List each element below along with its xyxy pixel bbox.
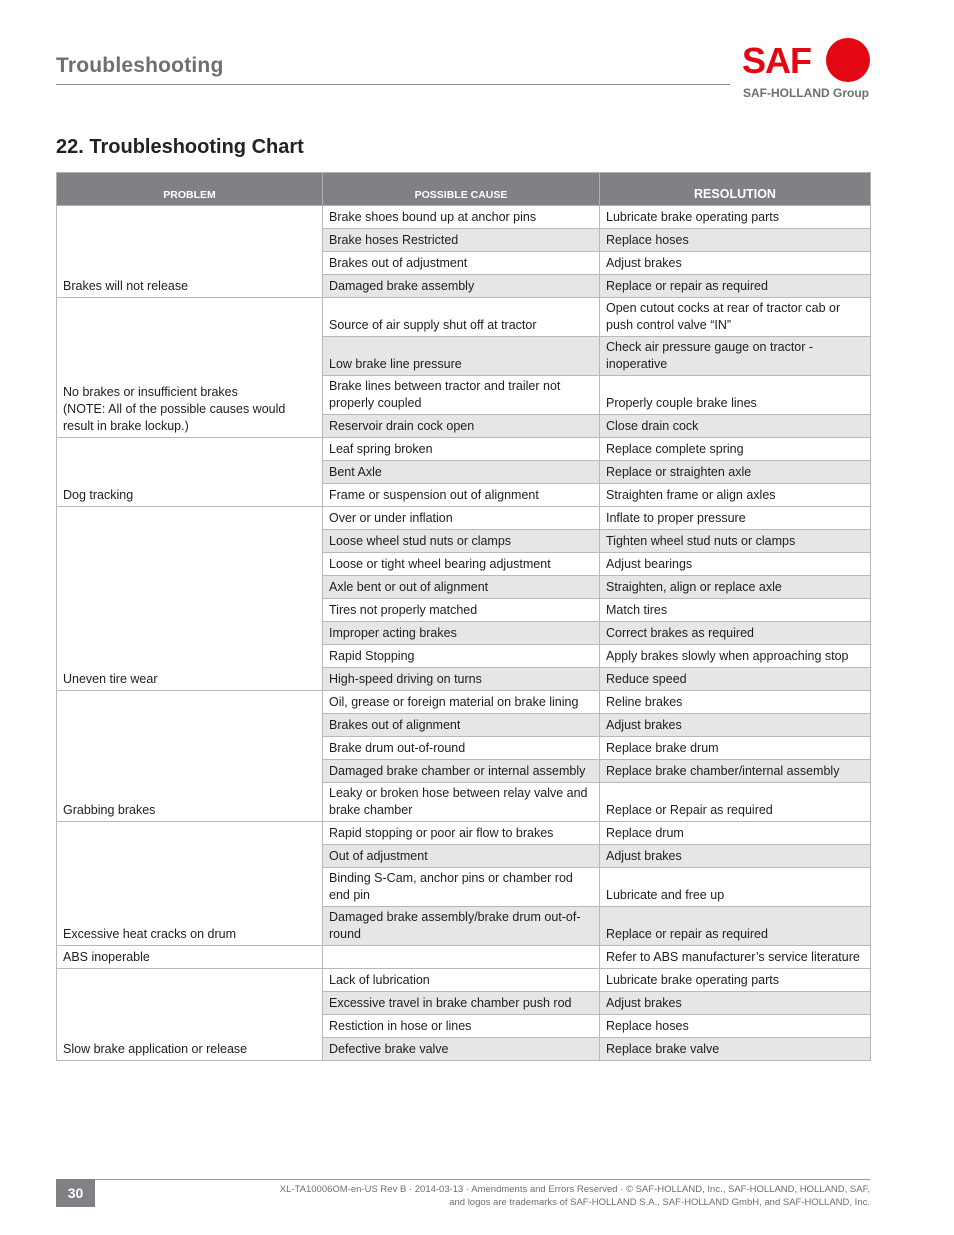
resolution-cell: Adjust brakes bbox=[600, 714, 871, 737]
resolution-cell: Replace or straighten axle bbox=[600, 461, 871, 484]
header-problem: PROBLEM bbox=[57, 173, 323, 206]
cause-cell: Over or under inflation bbox=[323, 507, 600, 530]
header-possible-cause: POSSIBLE CAUSE bbox=[323, 173, 600, 206]
cause-cell: Axle bent or out of alignment bbox=[323, 576, 600, 599]
resolution-cell: Reline brakes bbox=[600, 691, 871, 714]
cause-cell: Brake hoses Restricted bbox=[323, 229, 600, 252]
cause-cell: Defective brake valve bbox=[323, 1038, 600, 1061]
cause-cell: Low brake line pressure bbox=[323, 337, 600, 376]
cause-cell: Leaf spring broken bbox=[323, 438, 600, 461]
problem-cell: Brakes will not release bbox=[57, 206, 323, 298]
resolution-cell: Close drain cock bbox=[600, 415, 871, 438]
table-row bbox=[57, 438, 871, 461]
resolution-cell: Replace hoses bbox=[600, 229, 871, 252]
resolution-cell: Replace brake chamber/internal assembly bbox=[600, 760, 871, 783]
page-number: 30 bbox=[56, 1179, 95, 1207]
header-divider bbox=[56, 84, 730, 85]
resolution-cell: Replace drum bbox=[600, 822, 871, 845]
cause-cell: Loose or tight wheel bearing adjustment bbox=[323, 553, 600, 576]
resolution-cell: Adjust brakes bbox=[600, 252, 871, 275]
cause-cell: Oil, grease or foreign material on brake lining bbox=[323, 691, 600, 714]
cause-cell: Rapid Stopping bbox=[323, 645, 600, 668]
table-header-row bbox=[57, 173, 871, 206]
resolution-cell: Replace brake drum bbox=[600, 737, 871, 760]
resolution-cell: Properly couple brake lines bbox=[600, 376, 871, 415]
resolution-cell: Replace complete spring bbox=[600, 438, 871, 461]
resolution-cell: Lubricate and free up bbox=[600, 868, 871, 907]
cause-cell: Source of air supply shut off at tractor bbox=[323, 298, 600, 337]
cause-cell: Damaged brake assembly bbox=[323, 275, 600, 298]
cause-cell: High-speed driving on turns bbox=[323, 668, 600, 691]
header-resolution: RESOLUTION bbox=[600, 173, 871, 206]
problem-cell: Dog tracking bbox=[57, 438, 323, 507]
cause-cell: Reservoir drain cock open bbox=[323, 415, 600, 438]
footer-line-2: and logos are trademarks of SAF-HOLLAND S.A., SAF-HOLLAND GmbH, and SAF-HOLLAND, Inc. bbox=[449, 1197, 870, 1208]
problem-cell: Grabbing brakes bbox=[57, 691, 323, 822]
cause-cell: Leaky or broken hose between relay valve and brake chamber bbox=[323, 783, 600, 822]
resolution-cell: Replace or Repair as required bbox=[600, 783, 871, 822]
resolution-cell: Straighten, align or replace axle bbox=[600, 576, 871, 599]
resolution-cell: Lubricate brake operating parts bbox=[600, 969, 871, 992]
table-row bbox=[57, 507, 871, 530]
problem-cell: Slow brake application or release bbox=[57, 969, 323, 1061]
resolution-cell: Refer to ABS manufacturer’s service literature bbox=[600, 946, 871, 969]
problem-cell: Uneven tire wear bbox=[57, 507, 323, 691]
cause-cell: Binding S-Cam, anchor pins or chamber rod end pin bbox=[323, 868, 600, 907]
cause-cell: Damaged brake assembly/brake drum out-of-round bbox=[323, 907, 600, 946]
section-title: 22. Troubleshooting Chart bbox=[56, 136, 304, 158]
cause-cell: Damaged brake chamber or internal assembly bbox=[323, 760, 600, 783]
resolution-cell: Lubricate brake operating parts bbox=[600, 206, 871, 229]
resolution-cell: Apply brakes slowly when approaching stop bbox=[600, 645, 871, 668]
table-row bbox=[57, 206, 871, 229]
page-header-title: Troubleshooting bbox=[56, 54, 224, 77]
cause-cell: Rapid stopping or poor air flow to brakes bbox=[323, 822, 600, 845]
resolution-cell: Adjust brakes bbox=[600, 992, 871, 1015]
cause-cell: Frame or suspension out of alignment bbox=[323, 484, 600, 507]
cause-cell: Loose wheel stud nuts or clamps bbox=[323, 530, 600, 553]
troubleshooting-table bbox=[56, 172, 871, 1061]
resolution-cell: Inflate to proper pressure bbox=[600, 507, 871, 530]
saf-holland-logo bbox=[742, 38, 872, 104]
resolution-cell: Tighten wheel stud nuts or clamps bbox=[600, 530, 871, 553]
resolution-cell: Reduce speed bbox=[600, 668, 871, 691]
table-body bbox=[57, 206, 871, 1061]
resolution-cell: Open cutout cocks at rear of tractor cab or push control valve “IN” bbox=[600, 298, 871, 337]
resolution-cell: Replace or repair as required bbox=[600, 907, 871, 946]
problem-cell: Excessive heat cracks on drum bbox=[57, 822, 323, 946]
table-row bbox=[57, 691, 871, 714]
cause-cell: Restiction in hose or lines bbox=[323, 1015, 600, 1038]
logo-red-circle bbox=[826, 38, 870, 82]
cause-cell: Brake drum out-of-round bbox=[323, 737, 600, 760]
cause-cell: Brake lines between tractor and trailer not properly coupled bbox=[323, 376, 600, 415]
cause-cell: Brakes out of alignment bbox=[323, 714, 600, 737]
cause-cell: Excessive travel in brake chamber push rod bbox=[323, 992, 600, 1015]
table-row bbox=[57, 946, 871, 969]
table-row bbox=[57, 969, 871, 992]
resolution-cell: Straighten frame or align axles bbox=[600, 484, 871, 507]
resolution-cell: Match tires bbox=[600, 599, 871, 622]
table-row bbox=[57, 822, 871, 845]
resolution-cell: Replace or repair as required bbox=[600, 275, 871, 298]
cause-cell: Bent Axle bbox=[323, 461, 600, 484]
resolution-cell: Adjust brakes bbox=[600, 845, 871, 868]
logo-subtitle: SAF-HOLLAND Group bbox=[743, 86, 869, 100]
logo-wordmark: SAF bbox=[742, 40, 811, 81]
resolution-cell: Replace brake valve bbox=[600, 1038, 871, 1061]
problem-cell: No brakes or insufficient brakes (NOTE: All of the possible causes would result in brake lockup.) bbox=[57, 298, 323, 438]
cause-cell: Brakes out of adjustment bbox=[323, 252, 600, 275]
resolution-cell: Replace hoses bbox=[600, 1015, 871, 1038]
cause-cell: Out of adjustment bbox=[323, 845, 600, 868]
cause-cell: Improper acting brakes bbox=[323, 622, 600, 645]
cause-cell: Brake shoes bound up at anchor pins bbox=[323, 206, 600, 229]
problem-cell: ABS inoperable bbox=[57, 946, 323, 969]
footer-divider bbox=[56, 1179, 870, 1180]
cause-cell bbox=[323, 946, 600, 969]
resolution-cell: Check air pressure gauge on tractor - inoperative bbox=[600, 337, 871, 376]
cause-cell: Lack of lubrication bbox=[323, 969, 600, 992]
footer-legal bbox=[280, 1183, 870, 1209]
cause-cell: Tires not properly matched bbox=[323, 599, 600, 622]
resolution-cell: Adjust bearings bbox=[600, 553, 871, 576]
footer-line-1: XL-TA10006OM-en-US Rev B · 2014-03-13 · Amendments and Errors Reserved · © SAF-HOLLAND, Inc., SAF-HOLLAND, HOLLAND, SAF, bbox=[279, 1184, 870, 1195]
table-row bbox=[57, 298, 871, 337]
resolution-cell: Correct brakes as required bbox=[600, 622, 871, 645]
